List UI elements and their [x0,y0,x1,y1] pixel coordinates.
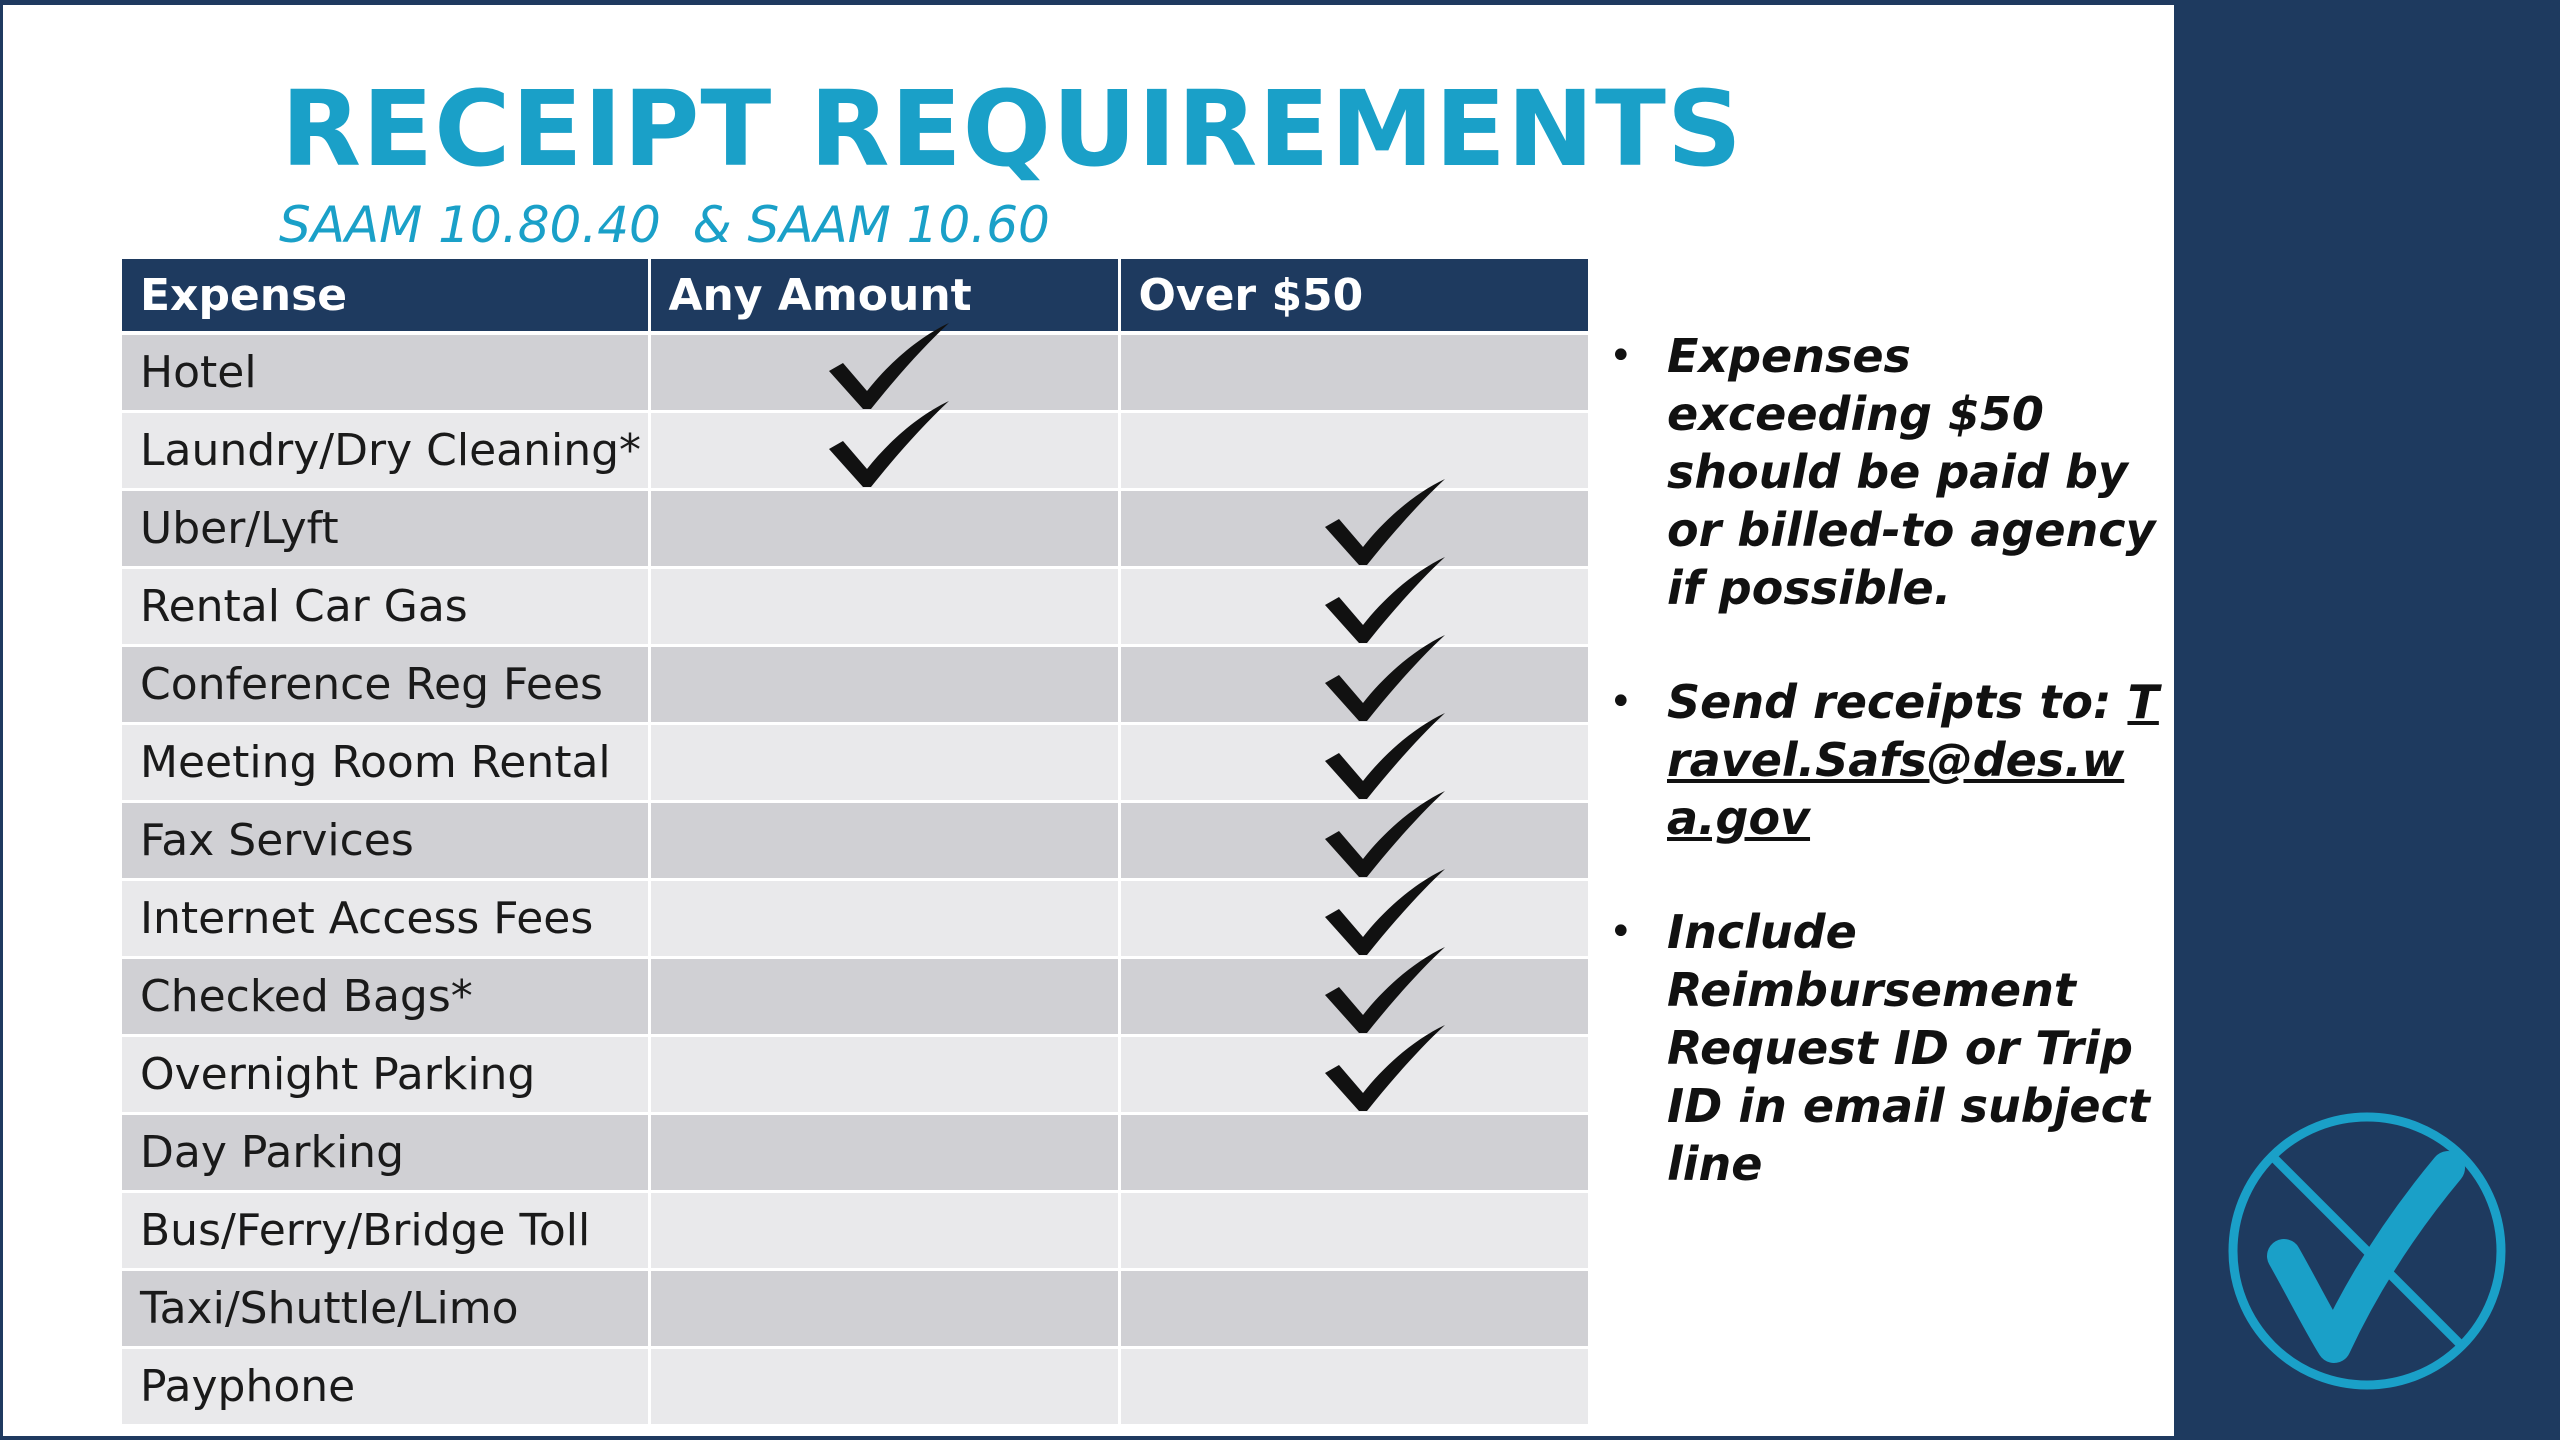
any-amount-cell [649,411,1119,489]
expense-cell: Taxi/Shuttle/Limo [122,1269,649,1347]
any-amount-cell [649,957,1119,1035]
any-amount-cell [649,1269,1119,1347]
expense-cell: Rental Car Gas [122,567,649,645]
expense-cell: Checked Bags* [122,957,649,1035]
note-item-paid-by-agency [1601,327,2161,617]
email-link[interactable]: Travel.Safs@des.wa.gov [1667,675,2159,845]
header-over-50: Over $50 [1119,259,1588,333]
over-50-cell [1119,1191,1588,1269]
expense-cell: Payphone [122,1347,649,1425]
expense-cell: Internet Access Fees [122,879,649,957]
over-50-cell [1119,1035,1588,1113]
bullet-icon: • [1609,679,1633,725]
any-amount-cell [649,723,1119,801]
over-50-cell [1119,1347,1588,1425]
table-row [122,1035,1588,1113]
table-row [122,1113,1588,1191]
any-amount-cell [649,1035,1119,1113]
any-amount-cell [649,801,1119,879]
expense-cell: Bus/Ferry/Bridge Toll [122,1191,649,1269]
header-expense: Expense [122,259,649,333]
note-text: Include Reimbursement Request ID or Trip ID in email subject line [1667,905,2150,1191]
header-any-amount: Any Amount [649,259,1119,333]
crossed-out-checkmark-icon [2222,1106,2512,1396]
table-row [122,1269,1588,1347]
checkmark-icon [1319,1021,1449,1113]
expense-cell: Uber/Lyft [122,489,649,567]
note-item-include-id [1601,903,2161,1193]
over-50-cell [1119,333,1588,411]
any-amount-cell [649,645,1119,723]
bullet-icon: • [1609,909,1633,955]
expense-cell: Hotel [122,333,649,411]
table-body [122,333,1588,1425]
any-amount-cell [649,879,1119,957]
expense-cell: Laundry/Dry Cleaning* [122,411,649,489]
any-amount-cell [649,1347,1119,1425]
over-50-cell [1119,1269,1588,1347]
notes-list [1601,327,2161,1249]
receipt-requirements-table [122,259,1588,1427]
checkmark-icon [823,397,953,489]
over-50-cell [1119,1113,1588,1191]
table-row [122,1347,1588,1425]
slide-title: RECEIPT REQUIREMENTS [281,68,1743,190]
expense-cell: Conference Reg Fees [122,645,649,723]
expense-cell: Fax Services [122,801,649,879]
any-amount-cell [649,1191,1119,1269]
expense-cell: Overnight Parking [122,1035,649,1113]
any-amount-cell [649,489,1119,567]
note-item-send-receipts [1601,673,2161,847]
expense-cell: Day Parking [122,1113,649,1191]
expense-cell: Meeting Room Rental [122,723,649,801]
bullet-icon: • [1609,333,1633,379]
note-text: Send receipts to: [1667,675,2128,729]
any-amount-cell [649,567,1119,645]
any-amount-cell [649,1113,1119,1191]
table-row [122,1191,1588,1269]
note-text: Expenses exceeding $50 should be paid by or billed-to agency if possible. [1667,329,2156,615]
slide-subtitle: SAAM 10.80.40 & SAAM 10.60 [279,196,1050,254]
